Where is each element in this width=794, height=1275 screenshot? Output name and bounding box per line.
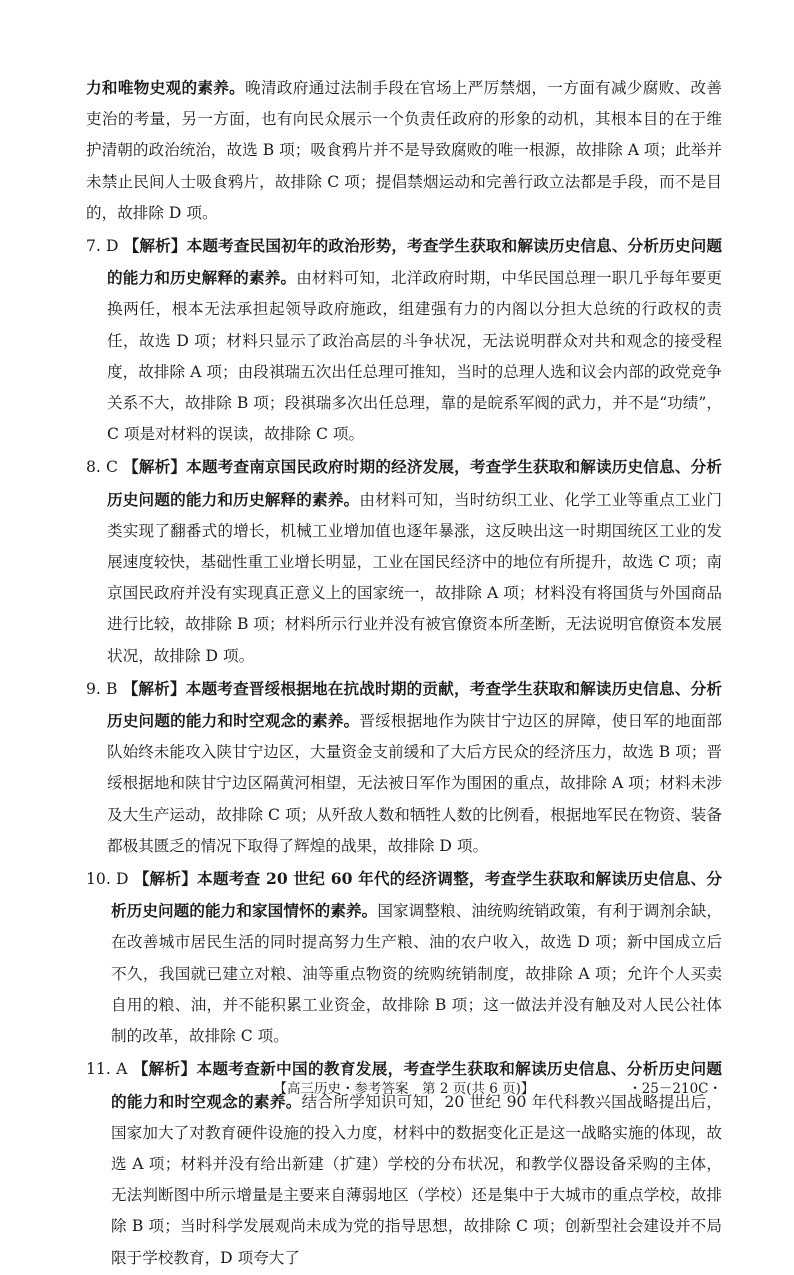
item-number: 10. D: [86, 870, 129, 889]
item-number: 8. C: [86, 458, 118, 477]
footer-page-info: 【高三历史・参考答案 第 2 页(共 6 页)】: [273, 1081, 535, 1097]
item-summary: 本题考查 20 世纪 60 年代的经济调整，考查学生获取和解读历史信息、分析历史问题的能力和家国情怀的素养。: [111, 869, 722, 921]
continuation-paragraph: [86, 72, 722, 229]
item-explanation: 结合所学知识可知，20 世纪 90 年代科教兴国战略提出后，国家加大了对教育硬件设施的投入力度，材料中的数据变化正是这一战略实施的体现，故选 A 项；材料并没有给出新建（扩建）学校的分布状况，和教学仪器设备采购的主体，无法判断图中所示增量是主要来自薄弱地区（学校）还是集中于大城市的重点学校，故排除 B 项；当时科学发展观尚未成为党的指导思想，故排除 C 项；创新型社会建设并不局限于学校教育，D 项夸大了: [111, 1092, 722, 1267]
continuation-bold: 力和唯物史观的素养。: [86, 78, 246, 97]
page-footer: [86, 1077, 722, 1101]
answer-item-7: [86, 230, 722, 450]
answer-item-9: [86, 673, 722, 862]
item-summary: 本题考查民国初年的政治形势，考查学生获取和解读历史信息、分析历史问题的能力和历史解释的素养。: [107, 236, 722, 288]
analysis-tag: 【解析】: [133, 869, 198, 889]
continuation-text: 晚清政府通过法制手段在官场上严厉禁烟，一方面有减少腐败、改善吏治的考量，另一方面，也有向民众展示一个负责任政府的形象的动机，其根本目的在于维护清朝的政治统治，故选 B 项；吸食鸦片并不是导致腐败的唯一根源，故排除 A 项；此举并未禁止民间人士吸食鸦片，故排除 C 项；提倡禁烟运动和完善行政立法都是手段，而不是目的，故排除 D 项。: [86, 79, 722, 222]
answer-item-10: [86, 863, 722, 1052]
item-explanation: 国家调整粮、油统购统销政策，有利于调剂余缺，在改善城市居民生活的同时提高努力生产粮、油的农户收入，故选 D 项；新中国成立后不久，我国就已建立对粮、油等重点物资的统购统销制度，故排除 A 项；允许个人买卖自用的粮、油，并不能积累工业资金，故排除 B 项；这一做法并没有触及对人民公社体制的改革，故排除 C 项。: [111, 902, 722, 1046]
footer-code: ・25－210C・: [628, 1081, 722, 1097]
analysis-tag: 【解析】: [123, 236, 187, 256]
item-summary: 本题考查晋绥根据地在抗战时期的贡献，考查学生获取和解读历史信息、分析历史问题的能力和时空观念的素养。: [107, 678, 722, 731]
item-summary: 本题考查南京国民政府时期的经济发展，考查学生获取和解读历史信息、分析历史问题的能力和历史解释的素养。: [107, 457, 722, 509]
item-explanation: 晋绥根据地作为陕甘宁边区的屏障，使日军的地面部队始终未能攻入陕甘宁边区，大量资金支前缓和了大后方民众的经济压力，故选 B 项；晋绥根据地和陕甘宁边区隔黄河相望，无法被日军作为围困的重点，故排除 A 项；材料未涉及大生产运动，故排除 C 项；从歼敌人数和牺牲人数的比例看，根据地军民在物资、装备都极其匮乏的情况下取得了辉煌的战果，故排除 D 项。: [107, 712, 722, 855]
item-explanation: 由材料可知，北洋政府时期，中华民国总理一职几乎每年要更换两任，根本无法承担起领导政府施政，组建强有力的内阁以分担大总统的行政权的责任，故选 D 项；材料只显示了政治高层的斗争状况，无法说明群众对共和观念的接受程度，故排除 A 项；由段祺瑞五次出任总理可推知，当时的总理人选和议会内部的政党竞争关系不大，故排除 B 项；段祺瑞多次出任总理，靠的是皖系军阀的武力，并不是“功绩”，C 项是对材料的误读，故排除 C 项。: [107, 269, 722, 444]
item-summary: 本题考查新中国的教育发展，考查学生获取和解读历史信息、分析历史问题的能力和时空观念的素养。: [111, 1059, 722, 1111]
item-number: 9. B: [86, 679, 118, 698]
answer-item-8: [86, 451, 722, 671]
item-number: 11. A: [86, 1060, 128, 1079]
item-explanation: 由材料可知，当时纺织工业、化学工业等重点工业门类实现了翻番式的增长，机械工业增加值也逐年暴涨，这反映出这一时期国统区工业的发展速度较快，基础性重工业增长明显，工业在国民经济中的地位有所提升，故选 C 项；南京国民政府并没有实现真正意义上的国家统一，故排除 A 项；材料没有将国货与外国商品进行比较，故排除 B 项；材料所示行业并没有被官僚资本所垄断，无法说明官僚资本发展状况，故排除 D 项。: [107, 490, 722, 665]
analysis-tag: 【解析】: [123, 457, 187, 477]
analysis-tag: 【解析】: [122, 678, 186, 698]
analysis-tag: 【解析】: [132, 1059, 197, 1079]
item-number: 7. D: [86, 237, 119, 256]
